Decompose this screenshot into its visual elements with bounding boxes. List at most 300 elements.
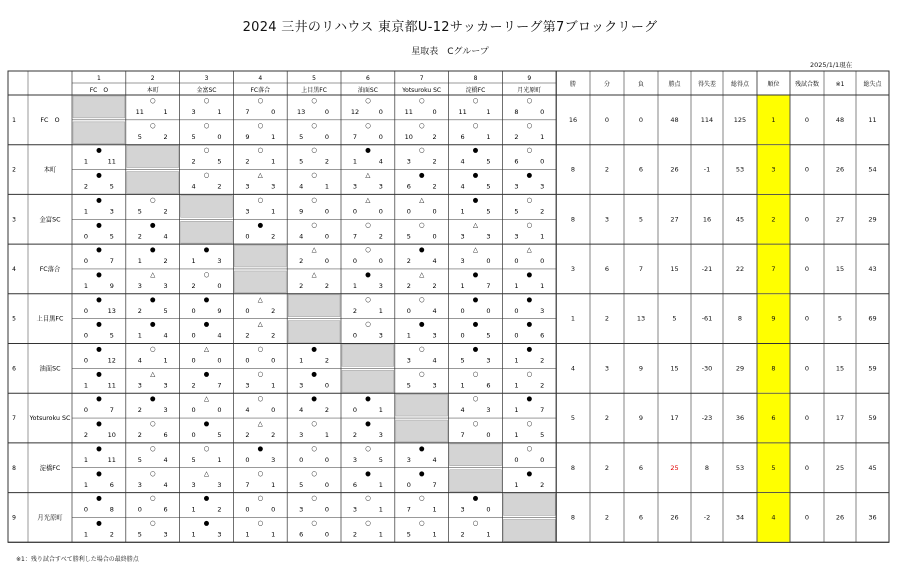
row-team-name: 月光原町 <box>37 514 63 522</box>
stat-value: 15 <box>835 264 845 273</box>
score-for: 7 <box>406 505 411 514</box>
score-against: 7 <box>217 381 222 390</box>
result-mark: ● <box>365 419 371 428</box>
result-mark: ○ <box>257 195 264 204</box>
score-against: 5 <box>109 232 114 241</box>
result-mark: ○ <box>257 369 264 378</box>
score-against: 2 <box>432 182 437 191</box>
stat-value: 53 <box>735 165 745 174</box>
score-against: 7 <box>109 257 114 266</box>
score-for: 7 <box>460 431 465 440</box>
score-against: 0 <box>324 207 330 216</box>
score-against: 3 <box>271 182 276 191</box>
score-for: 5 <box>299 132 304 141</box>
result-mark: ● <box>365 270 371 279</box>
score-against: 2 <box>540 480 545 489</box>
score-for: 3 <box>460 257 465 266</box>
result-mark: ○ <box>418 295 425 304</box>
stat-value: 45 <box>735 215 745 224</box>
result-mark: ● <box>203 419 210 428</box>
score-for: 0 <box>191 356 196 365</box>
score-for: 0 <box>406 306 411 315</box>
result-mark: ● <box>149 220 156 229</box>
result-mark: ○ <box>203 121 210 130</box>
score-for: 3 <box>191 108 196 116</box>
result-mark: ● <box>365 469 371 478</box>
score-for: 2 <box>137 232 142 241</box>
stat-value: -2 <box>703 513 711 522</box>
score-against: 0 <box>378 108 383 116</box>
result-mark: △ <box>473 245 478 254</box>
stat-value: -21 <box>701 264 713 273</box>
score-for: 1 <box>83 207 89 216</box>
result-mark: ○ <box>149 345 156 353</box>
score-for: 3 <box>299 505 304 514</box>
rank-value: 9 <box>771 314 776 323</box>
result-mark: ○ <box>418 121 425 130</box>
result-mark: ○ <box>149 419 156 428</box>
result-mark: ○ <box>149 469 156 478</box>
score-for: 11 <box>458 108 467 116</box>
score-against: 1 <box>217 108 222 116</box>
header-team-number: 2 <box>150 75 155 82</box>
score-for: 4 <box>191 182 196 191</box>
score-against: 2 <box>324 281 330 290</box>
score-against: 0 <box>540 108 545 116</box>
stat-value: 0 <box>804 115 810 124</box>
stat-header: 分 <box>603 81 611 88</box>
score-against: 0 <box>378 207 383 216</box>
result-mark: ○ <box>418 220 425 229</box>
stat-header: 残試合数 <box>794 81 820 88</box>
score-for: 1 <box>299 356 304 365</box>
row-number: 3 <box>12 216 16 224</box>
score-for: 4 <box>460 406 465 415</box>
score-for: 5 <box>137 530 142 539</box>
header-team-number: 5 <box>312 75 317 82</box>
score-against: 3 <box>163 406 168 415</box>
score-for: 0 <box>514 257 519 266</box>
score-against: 3 <box>378 331 383 340</box>
result-mark: ○ <box>526 121 533 130</box>
result-mark: ● <box>96 469 102 478</box>
score-against: 2 <box>271 232 276 241</box>
stat-value: 43 <box>868 264 877 273</box>
score-for: 6 <box>514 157 519 166</box>
result-mark: ● <box>96 394 102 403</box>
score-for: 5 <box>137 207 142 216</box>
score-for: 1 <box>83 281 89 290</box>
self-match-cell <box>73 122 125 144</box>
result-mark: ○ <box>526 369 533 378</box>
result-mark: ● <box>472 345 479 353</box>
score-against: 10 <box>107 431 116 440</box>
result-mark: ○ <box>257 121 264 130</box>
result-mark: ○ <box>418 494 425 503</box>
result-mark: ● <box>96 295 102 304</box>
score-against: 2 <box>271 306 276 315</box>
score-for: 0 <box>352 406 358 415</box>
result-mark: ● <box>96 146 102 155</box>
score-against: 5 <box>217 431 222 440</box>
score-against: 11 <box>107 381 116 390</box>
stat-header: ※1 <box>835 81 845 88</box>
score-against: 0 <box>217 132 222 141</box>
result-mark: ● <box>526 270 533 279</box>
score-against: 0 <box>271 505 276 514</box>
stat-header: 負 <box>637 81 645 88</box>
result-mark: ○ <box>365 96 371 105</box>
rank-value: 5 <box>771 463 776 472</box>
score-for: 5 <box>299 480 304 489</box>
row-team-name: 本町 <box>43 166 57 174</box>
score-against: 4 <box>163 480 168 489</box>
score-against: 1 <box>324 431 330 440</box>
result-mark: ● <box>472 295 479 304</box>
stat-value: 9 <box>638 364 644 373</box>
stat-value: 2 <box>604 314 610 323</box>
score-against: 12 <box>107 356 116 365</box>
score-against: 3 <box>217 480 222 489</box>
stat-value: 9 <box>638 414 644 423</box>
result-mark: ● <box>526 171 533 180</box>
result-mark: ○ <box>311 96 317 105</box>
result-mark: ○ <box>526 220 533 229</box>
result-mark: ○ <box>418 96 425 105</box>
score-for: 5 <box>191 455 196 464</box>
score-for: 3 <box>245 182 250 191</box>
row-number: 1 <box>12 116 16 124</box>
row-team-name: 金富SC <box>39 216 61 224</box>
result-mark: ● <box>96 419 102 428</box>
score-against: 6 <box>109 480 114 489</box>
score-for: 3 <box>514 182 519 191</box>
stat-value: 54 <box>868 165 877 174</box>
score-against: 1 <box>486 132 491 141</box>
result-mark: ● <box>203 245 210 254</box>
stat-value: 15 <box>670 264 679 273</box>
header-team-name: FC O <box>89 87 109 94</box>
score-for: 0 <box>83 406 89 415</box>
result-mark: ● <box>96 345 102 353</box>
result-mark: ● <box>418 320 425 329</box>
stat-value: 6 <box>638 513 644 522</box>
score-for: 1 <box>191 257 196 266</box>
score-against: 4 <box>432 306 437 315</box>
stat-value: 25 <box>670 463 679 472</box>
result-mark: △ <box>311 245 317 254</box>
score-against: 2 <box>109 530 114 539</box>
score-against: 4 <box>163 331 168 340</box>
score-for: 0 <box>460 306 465 315</box>
stat-value: 0 <box>804 364 810 373</box>
result-mark: ● <box>311 394 317 403</box>
score-for: 4 <box>460 182 465 191</box>
result-mark: ● <box>472 171 479 180</box>
score-against: 3 <box>432 381 437 390</box>
result-mark: ● <box>203 320 210 329</box>
stat-value: 26 <box>670 513 679 522</box>
score-for: 1 <box>460 381 465 390</box>
stat-value: 8 <box>570 463 576 472</box>
stat-value: 2 <box>604 513 610 522</box>
result-mark: ○ <box>203 171 210 180</box>
result-mark: ○ <box>418 146 425 155</box>
score-for: 2 <box>137 306 142 315</box>
score-for: 10 <box>404 132 413 141</box>
score-against: 1 <box>540 281 545 290</box>
stat-value: 5 <box>570 414 576 423</box>
score-for: 2 <box>245 157 250 166</box>
stat-value: 7 <box>638 264 644 273</box>
self-match-cell <box>288 295 340 317</box>
as-of-date: 2025/1/1現在 <box>810 61 853 69</box>
self-match-cell <box>503 519 555 541</box>
row-number: 2 <box>12 166 16 174</box>
stat-value: 59 <box>868 364 877 373</box>
rank-value: 8 <box>771 364 776 373</box>
score-against: 0 <box>271 406 276 415</box>
score-against: 4 <box>163 455 168 464</box>
score-against: 0 <box>432 207 437 216</box>
stat-value: 17 <box>835 414 845 423</box>
result-mark: ○ <box>311 494 317 503</box>
result-mark: △ <box>311 270 317 279</box>
score-for: 2 <box>245 431 250 440</box>
score-for: 1 <box>352 281 358 290</box>
score-against: 3 <box>540 306 545 315</box>
score-against: 0 <box>486 431 491 440</box>
result-mark: ● <box>203 518 210 527</box>
stat-value: 16 <box>702 215 712 224</box>
stat-value: 0 <box>804 513 810 522</box>
score-for: 0 <box>191 406 196 415</box>
result-mark: ● <box>472 270 479 279</box>
header-team-name: 淀橋FC <box>465 87 486 94</box>
score-against: 1 <box>217 455 222 464</box>
stat-value: 29 <box>868 215 877 224</box>
score-against: 9 <box>109 281 114 290</box>
score-against: 1 <box>163 356 168 365</box>
stat-value: 59 <box>868 414 877 423</box>
score-against: 5 <box>163 306 168 315</box>
score-for: 0 <box>406 480 411 489</box>
result-mark: △ <box>150 369 156 378</box>
result-mark: △ <box>526 245 532 254</box>
rank-value: 4 <box>771 513 776 522</box>
score-against: 7 <box>486 281 491 290</box>
score-against: 1 <box>432 505 437 514</box>
rank-value: 7 <box>771 264 776 273</box>
score-against: 0 <box>324 232 330 241</box>
score-for: 12 <box>350 108 360 116</box>
result-mark: ○ <box>257 469 264 478</box>
header-team-number: 6 <box>365 75 370 82</box>
self-match-cell <box>450 444 502 466</box>
stat-value: 114 <box>700 115 714 124</box>
score-for: 5 <box>514 207 519 216</box>
result-mark: △ <box>204 394 209 403</box>
score-for: 3 <box>352 182 358 191</box>
score-for: 3 <box>514 232 519 241</box>
score-for: 0 <box>245 455 250 464</box>
result-mark: △ <box>365 195 371 204</box>
score-against: 11 <box>107 455 116 464</box>
result-mark: ● <box>96 494 102 503</box>
stat-value: -23 <box>701 414 713 423</box>
score-for: 11 <box>135 108 144 116</box>
score-against: 1 <box>271 381 276 390</box>
result-mark: ○ <box>311 444 317 453</box>
stat-value: 15 <box>670 364 679 373</box>
score-for: 2 <box>406 281 411 290</box>
score-for: 1 <box>83 530 89 539</box>
score-against: 11 <box>107 157 116 166</box>
result-mark: ● <box>257 444 264 453</box>
score-against: 5 <box>486 157 491 166</box>
score-for: 0 <box>514 455 519 464</box>
stat-value: 8 <box>737 314 743 323</box>
score-against: 0 <box>432 108 437 116</box>
stat-value: 48 <box>835 115 845 124</box>
score-against: 0 <box>432 232 437 241</box>
score-against: 5 <box>217 157 222 166</box>
score-against: 0 <box>486 257 491 266</box>
rank-value: 1 <box>771 115 776 124</box>
score-for: 3 <box>352 505 358 514</box>
row-number: 9 <box>12 514 16 522</box>
score-for: 2 <box>137 406 142 415</box>
result-mark: △ <box>257 419 263 428</box>
score-for: 4 <box>137 356 142 365</box>
score-for: 4 <box>299 232 304 241</box>
score-against: 7 <box>540 406 545 415</box>
score-for: 6 <box>299 530 304 539</box>
score-for: 4 <box>460 157 465 166</box>
score-for: 0 <box>191 431 196 440</box>
score-against: 4 <box>432 257 437 266</box>
score-for: 1 <box>245 530 250 539</box>
header-team-number: 8 <box>473 75 478 82</box>
header-team-number: 1 <box>96 75 101 82</box>
score-against: 0 <box>324 480 330 489</box>
score-against: 2 <box>163 207 168 216</box>
result-mark: ● <box>472 494 479 503</box>
score-for: 2 <box>460 530 465 539</box>
score-against: 1 <box>540 232 545 241</box>
stat-value: 5 <box>837 314 843 323</box>
stat-value: 8 <box>570 513 576 522</box>
score-against: 0 <box>217 406 222 415</box>
score-for: 2 <box>514 132 519 141</box>
score-for: 3 <box>137 480 142 489</box>
score-against: 0 <box>540 157 545 166</box>
score-for: 0 <box>83 257 89 266</box>
stat-value: 25 <box>835 463 845 472</box>
stat-value: 0 <box>804 264 810 273</box>
score-for: 2 <box>191 281 196 290</box>
score-against: 1 <box>486 108 491 116</box>
row-number: 6 <box>12 365 16 373</box>
score-for: 0 <box>514 331 519 340</box>
score-against: 8 <box>109 505 114 514</box>
score-for: 13 <box>297 108 306 116</box>
stat-header: 総得点 <box>730 81 750 88</box>
self-match-cell <box>450 470 502 492</box>
result-mark: ○ <box>526 96 533 105</box>
stat-value: 0 <box>804 314 810 323</box>
result-mark: ○ <box>365 518 371 527</box>
score-for: 5 <box>299 157 304 166</box>
result-mark: ○ <box>257 96 264 105</box>
result-mark: ○ <box>149 96 156 105</box>
score-against: 3 <box>486 356 491 365</box>
score-against: 2 <box>324 356 330 365</box>
result-mark: ● <box>96 320 102 329</box>
stat-value: 0 <box>804 414 810 423</box>
row-team-name: 淀橋FC <box>39 464 61 472</box>
score-for: 4 <box>299 406 304 415</box>
score-against: 1 <box>540 132 545 141</box>
score-against: 6 <box>540 331 545 340</box>
result-mark: ○ <box>526 419 533 428</box>
score-for: 3 <box>460 232 465 241</box>
score-against: 3 <box>217 257 222 266</box>
header-team-name: 上目黒FC <box>301 87 327 94</box>
score-for: 2 <box>245 331 250 340</box>
score-against: 3 <box>486 232 491 241</box>
result-mark: ○ <box>365 444 371 453</box>
stat-value: 4 <box>570 364 576 373</box>
stat-value: 0 <box>638 115 644 124</box>
score-against: 0 <box>486 306 491 315</box>
result-mark: ○ <box>472 121 479 130</box>
result-mark: ○ <box>311 171 317 180</box>
result-mark: ○ <box>257 394 264 403</box>
score-against: 3 <box>486 406 491 415</box>
result-mark: ● <box>96 270 102 279</box>
stat-header: 総失点 <box>863 81 882 88</box>
result-mark: ○ <box>365 121 371 130</box>
score-for: 0 <box>514 306 519 315</box>
score-for: 5 <box>406 232 411 241</box>
stat-value: 3 <box>604 364 610 373</box>
score-against: 2 <box>540 381 545 390</box>
score-for: 1 <box>83 381 89 390</box>
score-for: 0 <box>352 331 358 340</box>
stat-value: 53 <box>735 463 745 472</box>
stat-value: 27 <box>670 215 679 224</box>
score-against: 3 <box>432 331 437 340</box>
result-mark: ○ <box>203 146 210 155</box>
result-mark: ● <box>96 518 102 527</box>
stat-header: 勝 <box>569 81 577 88</box>
score-against: 0 <box>486 505 491 514</box>
result-mark: ● <box>311 369 317 378</box>
result-mark: ○ <box>472 394 479 403</box>
score-against: 1 <box>271 480 276 489</box>
score-against: 0 <box>324 381 330 390</box>
row-number: 4 <box>12 265 16 273</box>
page-title: 2024 三井のリハウス 東京都U-12サッカーリーグ第7ブロックリーグ <box>242 20 658 35</box>
stat-value: 8 <box>704 463 710 472</box>
stat-value: 6 <box>604 264 610 273</box>
result-mark: ○ <box>365 220 371 229</box>
score-for: 1 <box>137 331 142 340</box>
result-mark: ○ <box>311 518 317 527</box>
stat-value: 8 <box>570 215 576 224</box>
result-mark: ● <box>257 220 264 229</box>
